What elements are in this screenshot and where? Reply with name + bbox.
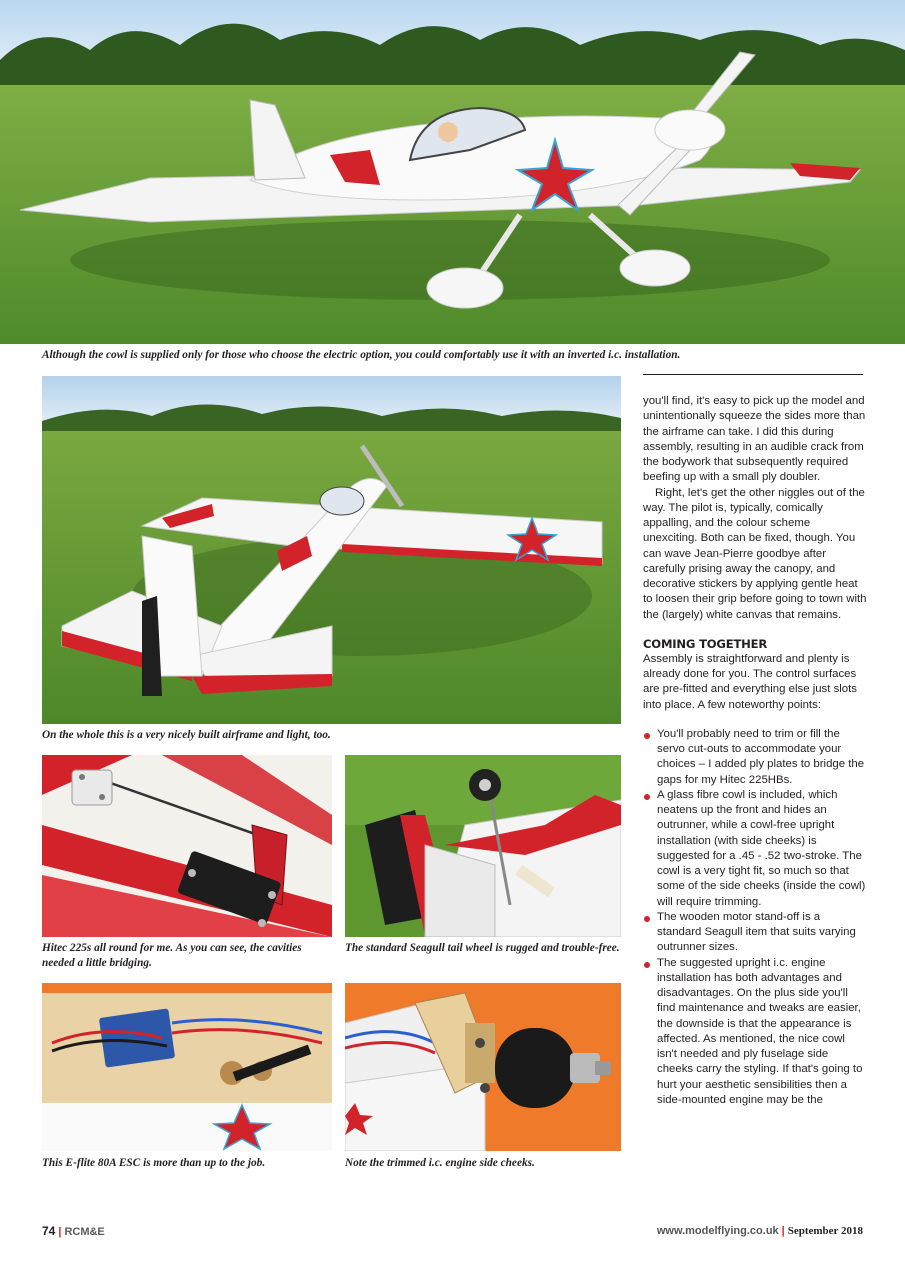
footer-right	[657, 1224, 863, 1238]
article-paragraph: you'll find, it's easy to pick up the model and unintentionally squeeze the sides more than the airframe can take. I did this during assembly, resulting in an audible crack from the bodywork that subsequently required beefing up with a small ply doubler.	[643, 395, 866, 484]
website-link[interactable]: www.modelflying.co.uk	[656, 1225, 779, 1237]
article-paragraph: Assembly is straightforward and plenty is already done for you. The control surfaces are pre-fitted and everything else just slots into place. A few noteworthy points:	[643, 652, 858, 711]
tailwheel-photo	[345, 755, 621, 937]
magazine-name: RCM&E	[64, 1226, 105, 1238]
list-item: The suggested upright i.c. engine installation has both advantages and disadvantages. On the plus side you'll find maintenance and tweaks are easier, the downside is that the appearance is affected. As mentioned, the nice cowl isn't needed and ply fuselage side cheeks carry the styling. If that's going to hurt your aesthetic sensibilities then a side-mounted engine may be the	[643, 956, 867, 1109]
section-heading: COMING TOGETHER	[643, 636, 768, 651]
servo-photo	[42, 755, 332, 937]
column-rule	[643, 374, 863, 375]
article-column	[643, 394, 867, 1108]
list-item: The wooden motor stand-off is a standard Seagull item that suits varying outrunner sizes.	[643, 910, 867, 956]
issue-date: September 2018	[787, 1225, 863, 1237]
hero-caption: Although the cowl is supplied only for those who choose the electric option, you could comfortably use it with an inverted i.c. installation.	[42, 349, 681, 361]
esc-photo	[42, 983, 332, 1151]
footer-left	[42, 1224, 105, 1239]
list-item: A glass fibre cowl is included, which neatens up the front and hides an outrunner, while a cowl-free upright installation (with side cheeks) is suggested for a .45 - .52 two-stroke. The cowl is a very tight fit, so much so that some of the side cheeks (inside the cowl) will require trimming.	[643, 788, 867, 910]
page-number: 74	[42, 1224, 56, 1238]
motor-photo	[345, 983, 621, 1151]
list-item: You'll probably need to trim or fill the servo cut-outs to accommodate your choices – I added ply plates to bridge the gaps for my Hitec 225HBs.	[643, 727, 867, 788]
bullet-list	[643, 727, 867, 1108]
article-paragraph: Right, let's get the other niggles out of the way. The pilot is, typically, comically appalling, and the colour scheme unexciting. Both can be fixed, though. You can wave Jean-Pierre goodbye after carefully prising away the canopy, and decorative stickers by applying gentle heat to loosen their grip before going to town with the (largely) white canvas that remains.	[643, 486, 867, 621]
hero-photo	[0, 0, 905, 344]
servo-caption: Hitec 225s all round for me. As you can see, the cavities needed a little bridging.	[42, 942, 302, 969]
esc-caption: This E-flite 80A ESC is more than up to the job.	[42, 1157, 266, 1169]
footer-separator: |	[58, 1226, 62, 1238]
tailwheel-caption: The standard Seagull tail wheel is rugged and trouble-free.	[345, 942, 620, 954]
overhead-photo	[42, 376, 621, 724]
motor-caption: Note the trimmed i.c. engine side cheeks.	[345, 1157, 535, 1169]
footer-separator: |	[781, 1225, 785, 1237]
overhead-caption: On the whole this is a very nicely built airframe and light, too.	[42, 729, 331, 741]
